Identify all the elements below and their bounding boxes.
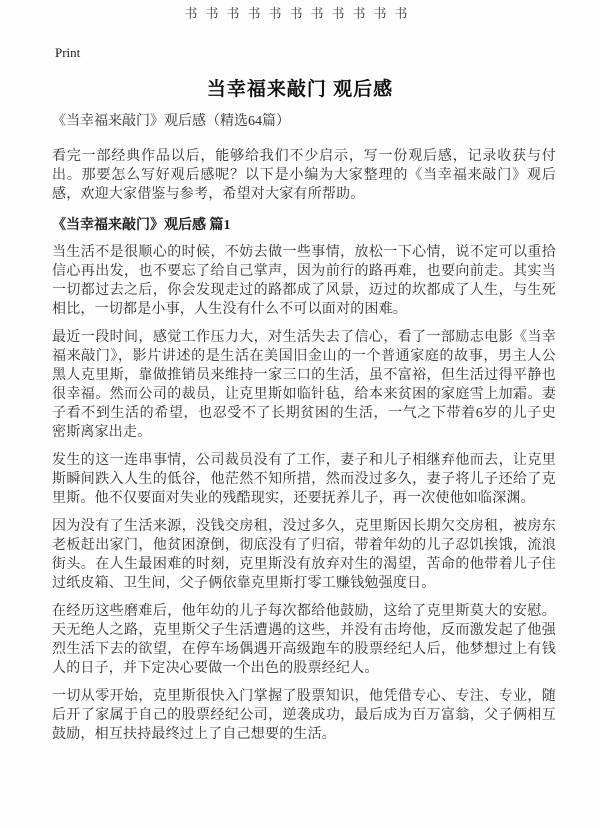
body-paragraph-1: 当生活不是很顺心的时候，不妨去做一些事情，放松一下心情，说不定可以重拾信心再出发，也不要忘了给自己掌声，因为前行的路再难，也要向前走。其实当一切都过去之后，你会发现走过的路都成了风景，迈过的坎都成了人生，与生死相比，一切都是小事，人生没有什么不可以面对的困难。: [52, 245, 556, 317]
article-subtitle: 《当幸福来敲门》观后感（精选64篇）: [52, 114, 290, 129]
body-paragraph-6: 一切从零开始，克里斯很快入门掌握了股票知识，他凭借专心、专注、专业，随后开了家属于自己的股票经纪公司，逆袭成功，最后成为百万富翁，父子俩相互鼓励，相互扶持最终过上了自己想要的生活。: [52, 689, 556, 742]
watermark-row: 书书书书书书书书书书书: [184, 6, 416, 21]
body-paragraph-4: 因为没有了生活来源，没钱交房租，没过多久，克里斯因长期欠交房租，被房东老板赶出家门，他贫困潦倒，彻底没有了归宿，带着年幼的儿子忍饥挨饿，流浪街头。在人生最困难的时刻，克里斯没有放弃对生的渴望，苦命的他带着儿子住过纸皮箱、卫生间，父子俩依靠克里斯打零工赚钱勉强度日。: [52, 519, 556, 591]
section-heading: 《当幸福来敲门》观后感 篇1: [52, 218, 231, 233]
article-body: [52, 112, 556, 753]
page-title: 当幸福来敲门 观后感: [206, 79, 394, 100]
intro-paragraph: 看完一部经典作品以后，能够给我们不少启示，写一份观后感，记录收获与付出。那要怎么写好观后感呢？以下是小编为大家整理的《当幸福来敲门》观后感，欢迎大家借鉴与参考，希望对大家有所帮助。: [52, 149, 556, 202]
print-link[interactable]: Print: [55, 45, 81, 60]
body-paragraph-5: 在经历这些磨难后，他年幼的儿子每次都给他鼓励，这给了克里斯莫大的安慰。天无绝人之路，克里斯父子生活遭遇的这些，并没有击垮他，反而激发起了他强烈生活下去的欲望，在停车场偶遇开高级跑车的股票经纪人后，他梦想过上有钱人的日子，并下定决心要做一个出色的股票经纪人。: [52, 604, 556, 676]
body-paragraph-2: 最近一段时间，感觉工作压力大，对生活失去了信心，看了一部励志电影《当幸福来敲门》，影片讲述的是生活在美国旧金山的一个普通家庭的故事，男主人公黑人克里斯，靠做推销员来维持一家三口的生活，虽不富裕，但生活过得平静也很幸福。然而公司的裁员，让克里斯如临针毡，给本来贫困的家庭雪上加霜。妻子看不到生活的希望，也忍受不了长期贫困的生活，一气之下带着6岁的儿子史密斯离家出走。: [52, 330, 556, 440]
body-paragraph-3: 发生的这一连串事情，公司裁员没有了工作，妻子和儿子相继弃他而去，让克里斯瞬间跌入人生的低谷，他茫然不知所措，然而没过多久，妻子将儿子还给了克里斯。他不仅要面对失业的残酷现实，还要抚养儿子，再一次使他如临深渊。: [52, 453, 556, 506]
